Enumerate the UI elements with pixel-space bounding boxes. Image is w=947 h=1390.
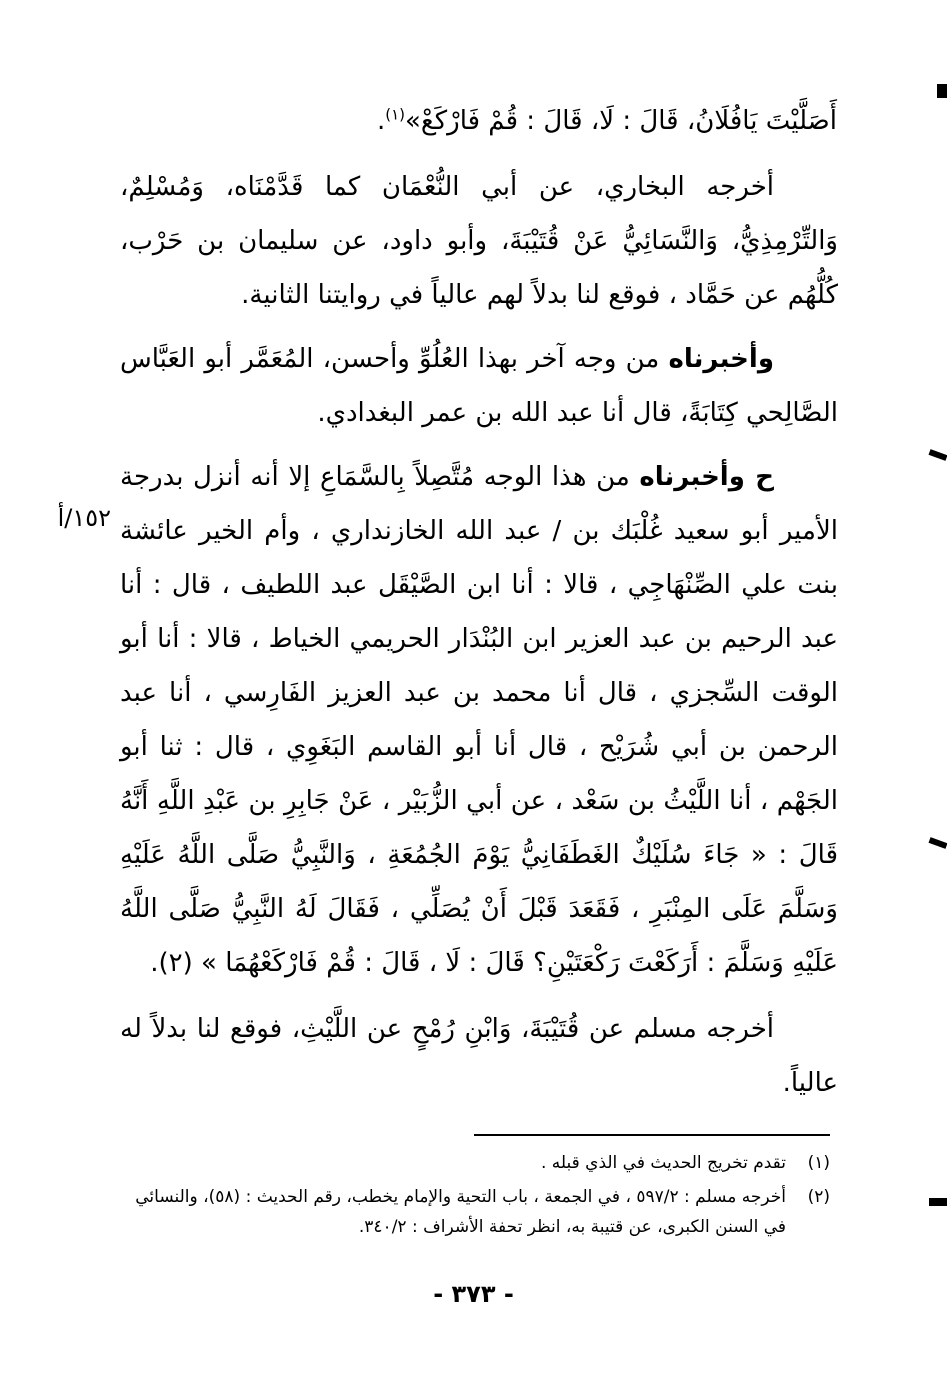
body-text <box>120 160 838 1110</box>
footnote-1 <box>120 1148 830 1178</box>
scan-edge-mark-4 <box>929 1198 947 1206</box>
paragraph-2-text: من وجه آخر بهذا العُلُوِّ وأحسن، المُعَمَّر أبو العَبَّاس الصَّالِحي كِتَابَةً، قال أنا عبد الله بن عمر البغدادي. <box>120 344 838 428</box>
footnote-2-number: (٢) <box>807 1187 830 1207</box>
paragraph-3 <box>120 450 838 990</box>
opening-line-end: . <box>376 106 386 136</box>
footnote-2 <box>120 1182 830 1242</box>
paragraph-4-text: أخرجه مسلم عن قُتَيْبَةَ، وَابْنِ رُمْحٍ عن اللَّيْثِ، فوقع لنا بدلاً له عالياً. <box>120 1014 838 1098</box>
footnote-2-text: أخرجه مسلم : ٥٩٧/٢ ، في الجمعة ، باب التحية والإمام يخطب، رقم الحديث : (٥٨)، والنسائي في السنن الكبرى، عن قتيبة به، انظر تحفة الأشراف : ٣٤٠/٢. <box>135 1187 786 1237</box>
scan-edge-mark-2 <box>929 449 947 461</box>
paragraph-2-lead: وأخبرناه <box>668 344 774 374</box>
footnote-1-number: (١) <box>807 1153 830 1173</box>
paragraph-2 <box>120 332 838 440</box>
opening-line <box>377 94 837 148</box>
manuscript-folio-note: ١٥٢/أ <box>57 504 111 532</box>
scan-edge-mark-1 <box>937 84 947 98</box>
footnote-divider <box>474 1134 830 1136</box>
page-number: - ٣٧٣ - <box>433 1280 514 1308</box>
paragraph-3-text: من هذا الوجه مُتَّصِلاً بِالسَّمَاعِ إلا أنه أنزل بدرجة الأمير أبو سعيد غُلْبَك بن / عبد الله الخازنداري ، وأم الخير عائشة بنت علي الصِّنْهَاجِي ، قالا : أنا ابن الصَّيْقَل عبد اللطيف ، قال : أنا عبد الرحيم بن عبد العزير ابن البُنْدَار الحريمي الخياط ، قالا : أنا أبو الوقت السِّجزي ، قال أنا محمد بن عبد العزيز الفَارِسي ، أنا عبد الرحمن بن أبي شُرَيْح ، قال أنا أبو القاسم البَغَوِي ، قال : ثنا أبو الجَهْم ، أنا اللَّيْثُ بن سَعْد ، عن أبي الزُّبَيْر ، عَنْ جَابِرِ بن عَبْدِ اللَّهِ أَنَّهُ قَالَ : « جَاءَ سُلَيْكٌ الغَطَفَانِيُّ يَوْمَ الجُمُعَةِ ، وَالنَّبِيُّ صَلَّى اللَّهُ عَلَيْهِ وَسَلَّمَ عَلَى المِنْبَرِ ، فَقَعَدَ قَبْلَ أَنْ يُصَلِّي ، فَقَالَ لَهُ النَّبِيُّ صَلَّى اللَّهُ عَلَيْهِ وَسَلَّمَ : أَرَكَعْتَ رَكْعَتَيْنِ؟ قَالَ : لَا ، قَالَ : قُمْ فَارْكَعْهُمَا » (٢). <box>120 462 838 978</box>
opening-line-text: أَصَلَّيْتَ يَافُلَانُ، قَالَ : لَا، قَالَ : قُمْ فَارْكَعْ» <box>405 106 837 136</box>
paragraph-1 <box>120 160 838 322</box>
paragraph-1-text: أخرجه البخاري، عن أبي النُّعْمَان كما قَدَّمْنَاه، وَمُسْلِمٌ، وَالتِّرْمِذِيُّ، وَالنَّسَائِيُّ عَنْ قُتَيْبَةَ، وأبو داود، عن سليمان بن حَرْب، كُلُّهُم عن حَمَّاد ، فوقع لنا بدلاً لهم عالياً في روايتنا الثانية. <box>120 172 838 310</box>
scan-edge-mark-3 <box>929 837 947 849</box>
paragraph-3-lead: ح وأخبرناه <box>639 462 774 492</box>
paragraph-4 <box>120 1002 838 1110</box>
footnote-ref-1: (١) <box>385 105 406 124</box>
footnote-1-text: تقدم تخريج الحديث في الذي قبله . <box>540 1153 786 1173</box>
footnotes <box>120 1148 830 1246</box>
